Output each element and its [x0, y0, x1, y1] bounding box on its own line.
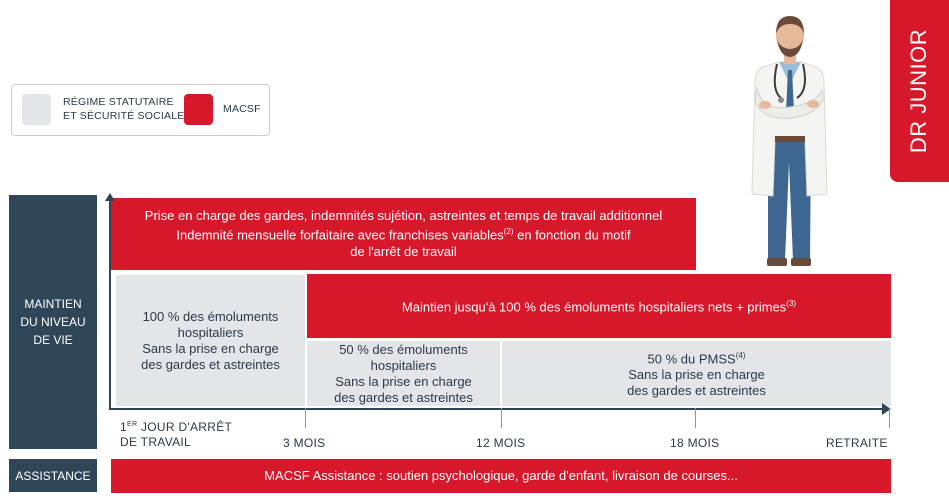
- timeline-label-start: 1ER JOUR D'ARRÊT DE TRAVAIL: [120, 420, 233, 449]
- block-grey-left-l4: des gardes et astreintes: [141, 356, 280, 372]
- legend-label-macsf: MACSF: [223, 103, 261, 115]
- block-grey-middle-l1: 50 % des émoluments: [339, 341, 468, 357]
- block-grey-left-l1: 100 % des émoluments: [142, 308, 279, 324]
- side-tab: [890, 0, 949, 182]
- tick-18-mois: [695, 408, 696, 428]
- legend-swatch-statutaire: [22, 94, 51, 125]
- doctor-illustration: [735, 12, 845, 275]
- timeline-axis: [110, 408, 886, 410]
- timeline-label-retraite: RETRAITE: [826, 436, 888, 450]
- block-grey-right-l1: 50 % du PMSS$^{(4)}$: [647, 350, 746, 367]
- block-grey-left-l3: Sans la prise en charge: [142, 340, 279, 356]
- block-top-red: [111, 198, 696, 270]
- block-red-middle: [307, 274, 891, 338]
- tick-12-mois: [501, 408, 502, 428]
- block-grey-right-l3: Sans la prise en charge: [628, 367, 765, 383]
- block-top-red-l2: Indemnité mensuelle forfaitaire avec franchises variables$^{(2)}$ en fonction du motif: [176, 227, 631, 243]
- maintien-row-label: [9, 195, 97, 449]
- block-top-red-l1: Prise en charge des gardes, indemnités sujétion, astreintes et temps de travail additionnel: [144, 208, 663, 224]
- legend: [11, 84, 270, 136]
- side-tab-label: DR JUNIOR: [906, 28, 932, 154]
- timeline-label-3-mois: 3 MOIS: [283, 436, 326, 450]
- block-grey-middle-l2: hospitaliers: [370, 357, 437, 373]
- block-grey-middle: [307, 341, 500, 406]
- timeline-label-12-mois: 12 MOIS: [476, 436, 526, 450]
- assistance-bar: [111, 459, 891, 493]
- vertical-axis: [109, 198, 111, 410]
- block-grey-left-l2: hospitaliers: [177, 324, 244, 340]
- block-red-middle-text: Maintien jusqu'à 100 % des émoluments hospitaliers nets + primes$^{(3)}$: [401, 299, 797, 315]
- vertical-axis-arrow-icon: [105, 193, 115, 201]
- tick-retraite: [889, 408, 890, 428]
- maintien-label-l2: DU NIVEAU: [20, 315, 86, 329]
- block-grey-left: [116, 275, 305, 406]
- block-grey-right-l4: des gardes et astreintes: [627, 383, 766, 399]
- maintien-label-l3: DE VIE: [33, 333, 73, 347]
- timeline-label-18-mois: 18 MOIS: [670, 436, 720, 450]
- block-grey-right: [502, 341, 891, 406]
- assistance-bar-text: MACSF Assistance : soutien psychologique, garde d'enfant, livraison de courses...: [264, 468, 738, 483]
- maintien-label-l1: MAINTIEN: [24, 297, 82, 311]
- block-top-red-l3: de l'arrêt de travail: [350, 243, 457, 259]
- assistance-row-label: [9, 459, 97, 492]
- assistance-label: ASSISTANCE: [15, 468, 91, 483]
- block-grey-middle-l3: Sans la prise en charge: [335, 373, 472, 389]
- legend-swatch-macsf: [184, 94, 213, 125]
- block-grey-middle-l4: des gardes et astreintes: [334, 389, 473, 405]
- tick-3-mois: [305, 408, 306, 428]
- legend-label-statutaire: RÉGIME STATUTAIRE ET SÉCURITÉ SOCIALE: [63, 96, 185, 122]
